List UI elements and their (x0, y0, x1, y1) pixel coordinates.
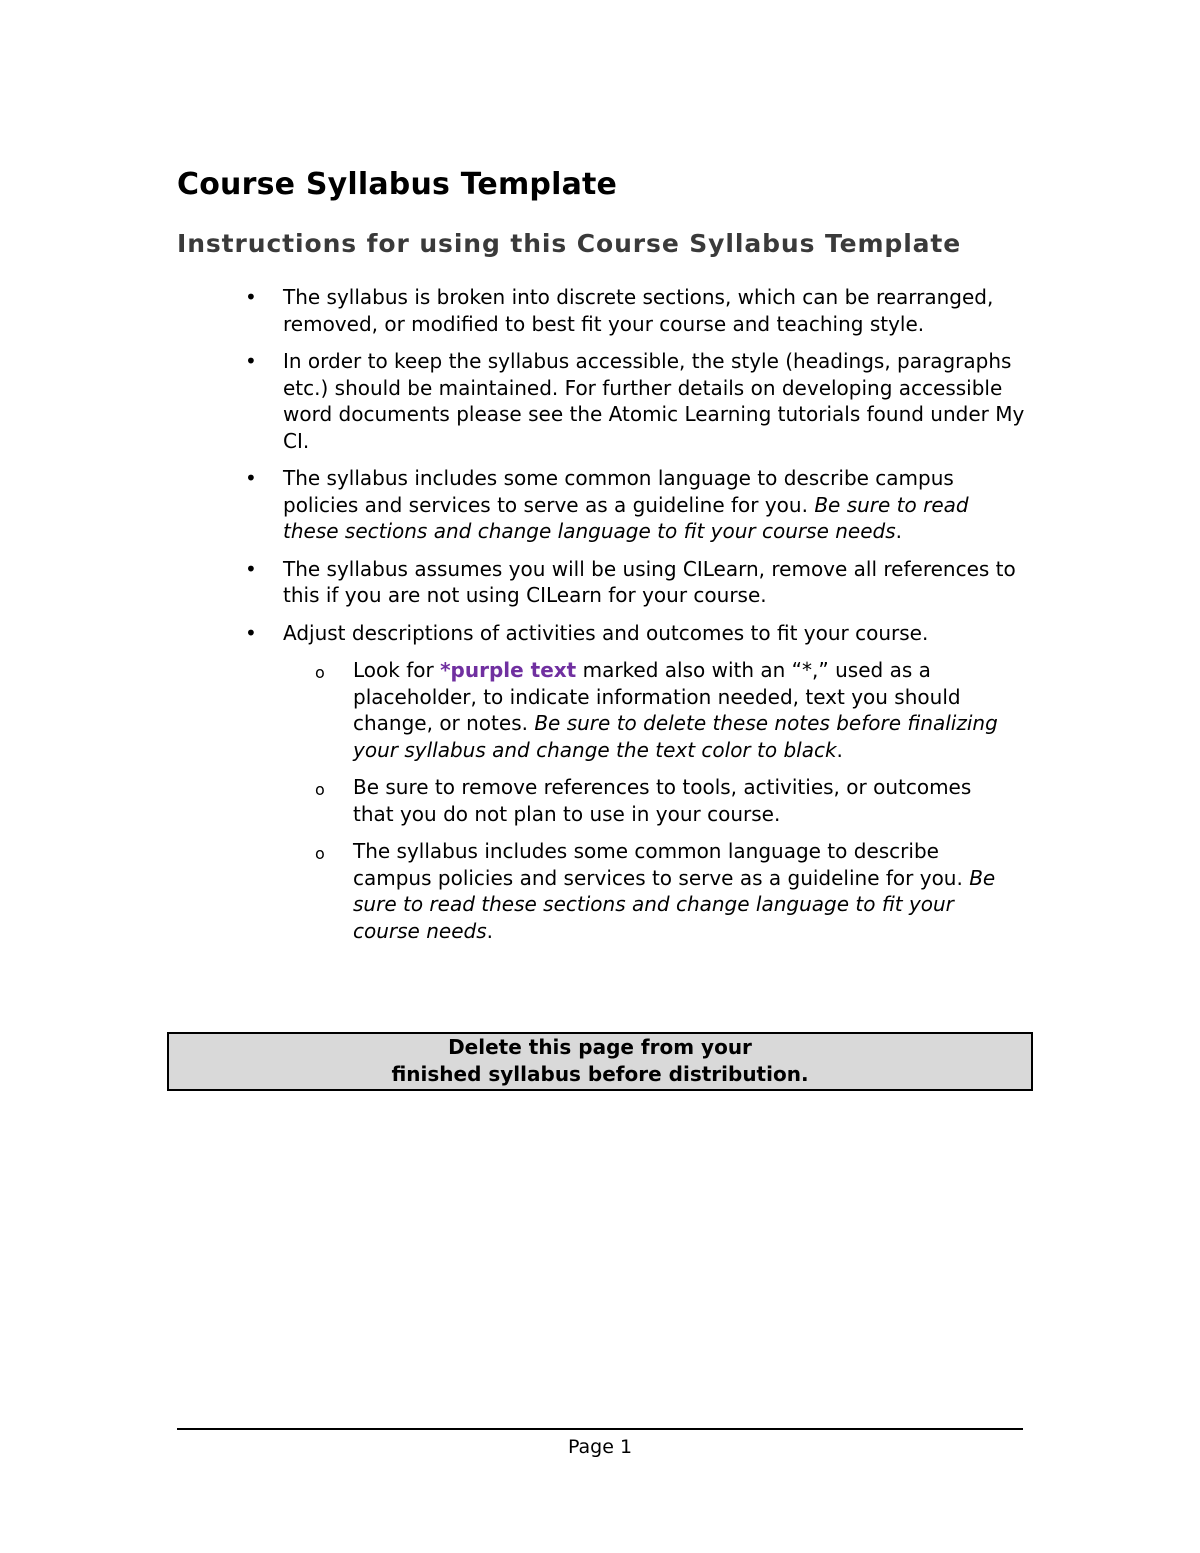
sub-item-emphasis: Be sure to read these sections and change language to fit your course needs (353, 865, 996, 943)
bullet-icon: • (245, 466, 257, 490)
list-item-text: The syllabus assumes you will be using CILearn, remove all references to this if you are not using CILearn for your course. (283, 556, 1016, 607)
sub-list (315, 657, 1025, 944)
sub-item-text: The syllabus includes some common language to describe campus policies and services to serve as a guideline for you. (353, 839, 970, 890)
bullet-icon: • (245, 556, 257, 581)
list-item (245, 620, 1025, 945)
list-item-text: The syllabus includes some common language to describe campus policies and services to serve as a guideline for you. (283, 466, 954, 517)
purple-text-sample: *purple text (440, 658, 577, 682)
sub-item-end: . (486, 918, 493, 943)
sub-list-item (315, 838, 1013, 944)
list-item (245, 284, 1025, 337)
list-item-text: The syllabus is broken into discrete sections, which can be rearranged, removed, or modified to best fit your course and teaching style. (283, 285, 994, 336)
notice-line-2: finished syllabus before distribution. (391, 1062, 809, 1086)
list-item-emphasis: Be sure to read these sections and change language to fit your course needs (283, 492, 969, 543)
page-title: Course Syllabus Template (177, 167, 618, 202)
circle-bullet-icon: o (315, 663, 325, 682)
section-heading: Instructions for using this Course Syllabus Template (177, 229, 962, 258)
circle-bullet-icon: o (315, 780, 325, 799)
notice-line-1: Delete this page from your (448, 1035, 752, 1059)
sub-item-emphasis: Be sure to delete these notes before finalizing your syllabus and change the text color to black (353, 711, 998, 762)
sub-list-item (315, 657, 1013, 763)
footer-divider (177, 1428, 1023, 1430)
list-item (245, 465, 1025, 545)
delete-page-notice (167, 1032, 1033, 1091)
bullet-icon: • (245, 620, 257, 645)
list-item (245, 556, 1025, 609)
bullet-icon: • (245, 349, 257, 373)
page-number: Page 1 (567, 1436, 633, 1458)
instructions-list (245, 284, 1025, 955)
sub-item-text: Be sure to remove references to tools, activities, or outcomes that you do not plan to use in your course. (353, 775, 972, 826)
list-item (245, 348, 1025, 454)
sub-item-lead: Look for (353, 658, 441, 682)
circle-bullet-icon: o (315, 844, 325, 863)
list-item-end: . (895, 519, 902, 543)
list-item-text: In order to keep the syllabus accessible, the style (headings, paragraphs etc.) should be maintained. For further details on developing accessible word documents please see the Atomic Learning tutorials found under My CI. (283, 349, 1025, 453)
bullet-icon: • (245, 285, 257, 309)
sub-item-end: . (836, 737, 843, 762)
list-item-text: Adjust descriptions of activities and outcomes to fit your course. (283, 620, 929, 645)
sub-list-item (315, 774, 1013, 827)
sub-item-text: marked also with an “*,” used as a placeholder, to indicate information needed, text you should change, or notes. (353, 658, 961, 735)
